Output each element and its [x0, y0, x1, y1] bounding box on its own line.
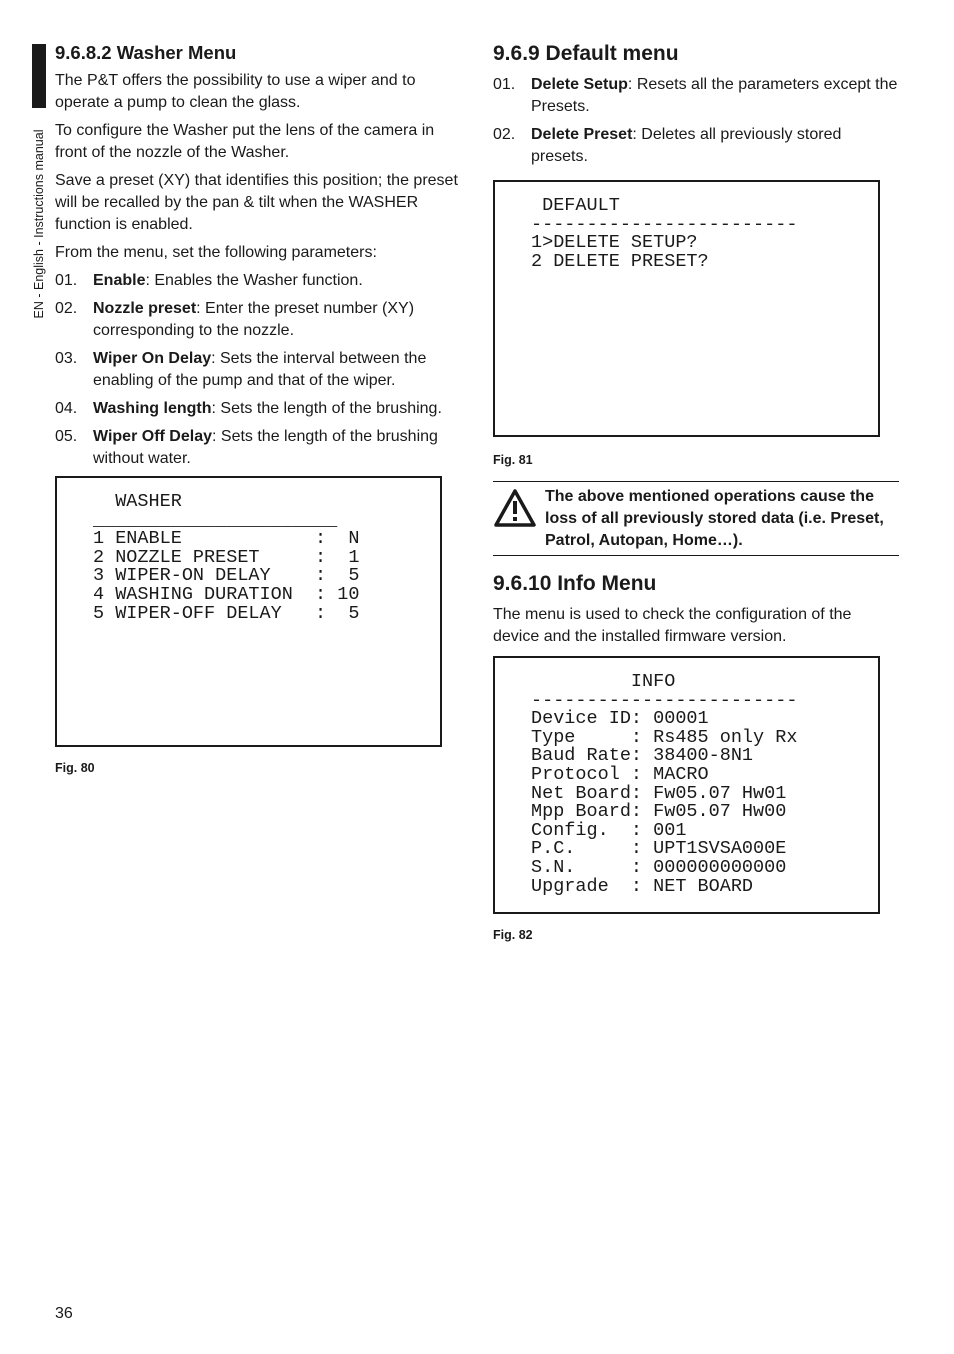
- washer-parameter-list: [55, 270, 460, 470]
- figure-caption: Fig. 81: [493, 453, 533, 467]
- warning-text: The above mentioned operations cause the loss of all previously stored data (i.e. Preset, Patrol, Autopan, Home…).: [545, 488, 884, 549]
- info-menu-screen: [493, 656, 880, 914]
- sidebar-marker: [32, 44, 46, 108]
- screen-line: 3 WIPER-ON DELAY : 5: [93, 565, 360, 587]
- screen-line: Upgrade : NET BOARD: [531, 875, 754, 897]
- screen-line: ------------------------: [531, 689, 798, 711]
- washer-paragraph: Save a preset (XY) that identifies this position; the preset will be recalled by the pan & tilt when the WASHER function is enabled.: [55, 172, 458, 233]
- screen-line: ------------------------: [531, 213, 798, 235]
- info-heading: 9.6.10 Info Menu: [493, 572, 657, 595]
- washer-paragraph: To configure the Washer put the lens of the camera in front of the nozzle of the Washer.: [55, 122, 435, 161]
- screen-line: P.C. : UPT1SVSA000E: [531, 838, 787, 860]
- screen-line: S.N. : 000000000000: [531, 856, 787, 878]
- screen-line: Type : Rs485 only Rx: [531, 726, 798, 748]
- screen-line: DEFAULT: [531, 195, 620, 216]
- screen-line: INFO: [531, 671, 676, 692]
- screen-line: Protocol : MACRO: [531, 763, 709, 785]
- list-item: 02. Delete Preset: Deletes all previously stored presets.: [493, 126, 842, 165]
- sidebar-label: EN - English - Instructions manual: [32, 129, 46, 319]
- figure-caption: Fig. 80: [55, 761, 95, 775]
- list-item: 01. Enable: Enables the Washer function.: [55, 272, 363, 289]
- screen-line: ______________________: [93, 509, 338, 531]
- default-heading: 9.6.9 Default menu: [493, 42, 679, 65]
- screen-line: 2 DELETE PRESET?: [531, 250, 709, 272]
- list-item: 02. Nozzle preset: Enter the preset number (XY) corresponding to the nozzle.: [55, 300, 415, 339]
- washer-heading: 9.6.8.2 Washer Menu: [55, 42, 237, 63]
- screen-line: Baud Rate: 38400-8N1: [531, 745, 754, 767]
- list-item: 01. Delete Setup: Resets all the parameters except the Presets.: [493, 76, 898, 115]
- left-column: [55, 42, 460, 775]
- list-item: 05. Wiper Off Delay: Sets the length of the brushing without water.: [55, 428, 438, 467]
- washer-paragraph: From the menu, set the following parameters:: [55, 244, 377, 261]
- warning-notice: [493, 481, 899, 556]
- warning-triangle-icon: [493, 488, 537, 528]
- washer-menu-screen: [55, 476, 442, 747]
- screen-line: Device ID: 00001: [531, 708, 709, 730]
- screen-line: WASHER: [93, 491, 182, 512]
- info-paragraph: The menu is used to check the configuration of the device and the installed firmware version.: [493, 606, 852, 645]
- default-parameter-list: [493, 74, 899, 168]
- screen-line: 5 WIPER-OFF DELAY : 5: [93, 602, 360, 624]
- right-column: [493, 42, 899, 942]
- screen-line: Config. : 001: [531, 819, 687, 841]
- screen-line: 4 WASHING DURATION : 10: [93, 583, 360, 605]
- figure-caption: Fig. 82: [493, 928, 533, 942]
- page-number: 36: [55, 1305, 73, 1322]
- screen-line: Mpp Board: Fw05.07 Hw00: [531, 801, 787, 823]
- screen-line: 2 NOZZLE PRESET : 1: [93, 546, 360, 568]
- screen-line: Net Board: Fw05.07 Hw01: [531, 782, 787, 804]
- washer-paragraph: The P&T offers the possibility to use a wiper and to operate a pump to clean the glass.: [55, 72, 416, 111]
- list-item: 03. Wiper On Delay: Sets the interval between the enabling of the pump and that of the wiper.: [55, 350, 427, 389]
- screen-line: 1 ENABLE : N: [93, 528, 360, 550]
- list-item: 04. Washing length: Sets the length of the brushing.: [55, 400, 442, 417]
- screen-line: 1>DELETE SETUP?: [531, 232, 698, 254]
- default-menu-screen: [493, 180, 880, 437]
